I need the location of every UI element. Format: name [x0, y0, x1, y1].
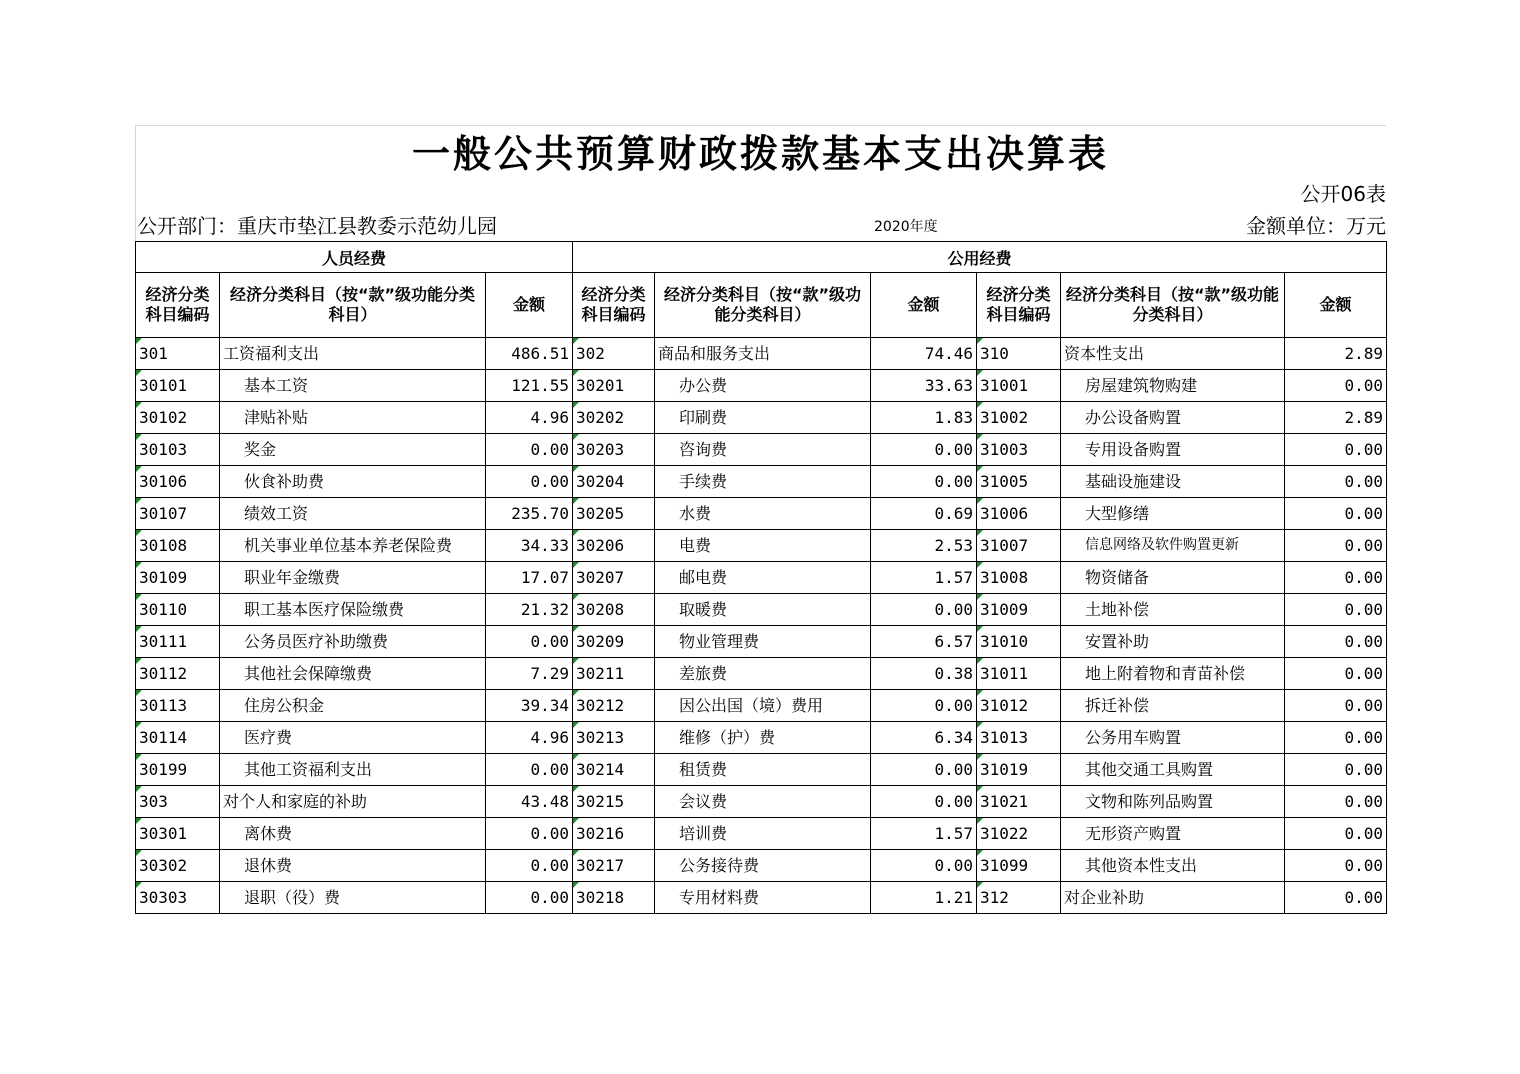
- name-cell: 基本工资: [220, 370, 486, 402]
- code-cell: 31013: [977, 722, 1061, 754]
- code-cell: 30112: [136, 658, 220, 690]
- code-cell: 312: [977, 882, 1061, 914]
- amount-cell: 43.48: [486, 786, 573, 818]
- amount-cell: 74.46: [871, 338, 977, 370]
- code-cell: 31022: [977, 818, 1061, 850]
- table-row: [136, 882, 1387, 914]
- name-cell: 奖金: [220, 434, 486, 466]
- code-cell: 303: [136, 786, 220, 818]
- amount-cell: 0.00: [871, 690, 977, 722]
- name-cell: 资本性支出: [1061, 338, 1285, 370]
- code-cell: 30113: [136, 690, 220, 722]
- code-cell: 31008: [977, 562, 1061, 594]
- header-amount: 金额: [486, 273, 573, 338]
- name-cell: 退职（役）费: [220, 882, 486, 914]
- code-cell: 302: [573, 338, 655, 370]
- code-cell: 30211: [573, 658, 655, 690]
- code-cell: 30109: [136, 562, 220, 594]
- report-title: 一般公共预算财政拨款基本支出决算表: [411, 132, 1109, 176]
- code-cell: 30208: [573, 594, 655, 626]
- name-cell: 其他工资福利支出: [220, 754, 486, 786]
- name-cell: 住房公积金: [220, 690, 486, 722]
- amount-cell: 2.53: [871, 530, 977, 562]
- name-cell: 医疗费: [220, 722, 486, 754]
- name-cell: 离休费: [220, 818, 486, 850]
- amount-cell: 0.00: [1285, 850, 1387, 882]
- name-cell: 物资储备: [1061, 562, 1285, 594]
- code-cell: 31099: [977, 850, 1061, 882]
- name-cell: 其他资本性支出: [1061, 850, 1285, 882]
- table-row: [136, 690, 1387, 722]
- name-cell: 维修（护）费: [655, 722, 871, 754]
- name-cell: 专用材料费: [655, 882, 871, 914]
- amount-cell: 0.00: [486, 882, 573, 914]
- code-cell: 30212: [573, 690, 655, 722]
- table-row: [136, 754, 1387, 786]
- name-cell: 伙食补助费: [220, 466, 486, 498]
- amount-cell: 39.34: [486, 690, 573, 722]
- name-cell: 无形资产购置: [1061, 818, 1285, 850]
- name-cell: 办公设备购置: [1061, 402, 1285, 434]
- amount-cell: 1.57: [871, 562, 977, 594]
- name-cell: 会议费: [655, 786, 871, 818]
- code-cell: 30207: [573, 562, 655, 594]
- amount-cell: 1.83: [871, 402, 977, 434]
- code-cell: 30205: [573, 498, 655, 530]
- table-row: [136, 562, 1387, 594]
- code-cell: 30111: [136, 626, 220, 658]
- code-cell: 30102: [136, 402, 220, 434]
- amount-cell: 0.00: [1285, 466, 1387, 498]
- amount-cell: 0.00: [1285, 370, 1387, 402]
- amount-cell: 0.00: [1285, 882, 1387, 914]
- code-cell: 31010: [977, 626, 1061, 658]
- code-cell: 31021: [977, 786, 1061, 818]
- amount-cell: 486.51: [486, 338, 573, 370]
- group-public: 公用经费: [573, 242, 1387, 273]
- amount-cell: 0.00: [1285, 722, 1387, 754]
- table-row: [136, 594, 1387, 626]
- amount-cell: 0.69: [871, 498, 977, 530]
- code-cell: 30203: [573, 434, 655, 466]
- header-code: 经济分类科目编码: [977, 273, 1061, 338]
- code-cell: 30218: [573, 882, 655, 914]
- table-row: [136, 338, 1387, 370]
- amount-cell: 4.96: [486, 402, 573, 434]
- name-cell: 租赁费: [655, 754, 871, 786]
- code-cell: 30103: [136, 434, 220, 466]
- name-cell: 工资福利支出: [220, 338, 486, 370]
- name-cell: 房屋建筑物购建: [1061, 370, 1285, 402]
- amount-cell: 1.57: [871, 818, 977, 850]
- name-cell: 对企业补助: [1061, 882, 1285, 914]
- code-cell: 30108: [136, 530, 220, 562]
- name-cell: 专用设备购置: [1061, 434, 1285, 466]
- code-cell: 31006: [977, 498, 1061, 530]
- table-row: [136, 530, 1387, 562]
- name-cell: 物业管理费: [655, 626, 871, 658]
- code-cell: 30213: [573, 722, 655, 754]
- code-cell: 30107: [136, 498, 220, 530]
- code-cell: 30214: [573, 754, 655, 786]
- code-cell: 31001: [977, 370, 1061, 402]
- amount-unit: 金额单位：万元: [1246, 214, 1386, 238]
- table-row: [136, 498, 1387, 530]
- amount-cell: 34.33: [486, 530, 573, 562]
- table-row: [136, 626, 1387, 658]
- code-cell: 30215: [573, 786, 655, 818]
- name-cell: 因公出国（境）费用: [655, 690, 871, 722]
- code-cell: 30206: [573, 530, 655, 562]
- name-cell: 印刷费: [655, 402, 871, 434]
- name-cell: 其他交通工具购置: [1061, 754, 1285, 786]
- table-row: [136, 850, 1387, 882]
- amount-cell: 0.00: [871, 466, 977, 498]
- code-cell: 31011: [977, 658, 1061, 690]
- name-cell: 电费: [655, 530, 871, 562]
- amount-cell: 235.70: [486, 498, 573, 530]
- amount-cell: 2.89: [1285, 338, 1387, 370]
- code-cell: 30202: [573, 402, 655, 434]
- amount-cell: 21.32: [486, 594, 573, 626]
- table-body: [136, 338, 1387, 914]
- name-cell: 公务接待费: [655, 850, 871, 882]
- amount-cell: 0.00: [871, 594, 977, 626]
- header-code: 经济分类科目编码: [573, 273, 655, 338]
- header-name: 经济分类科目（按“款”级功能分类科目）: [655, 273, 871, 338]
- code-cell: 30301: [136, 818, 220, 850]
- amount-cell: 0.00: [1285, 818, 1387, 850]
- name-cell: 邮电费: [655, 562, 871, 594]
- amount-cell: 1.21: [871, 882, 977, 914]
- table-row: [136, 786, 1387, 818]
- code-cell: 30201: [573, 370, 655, 402]
- group-header-row: [136, 242, 1387, 273]
- fiscal-year: 2020年度: [874, 219, 938, 235]
- code-cell: 30106: [136, 466, 220, 498]
- expenditure-table: [135, 241, 1387, 914]
- header-name: 经济分类科目（按“款”级功能分类科目）: [220, 273, 486, 338]
- amount-cell: 0.00: [871, 850, 977, 882]
- amount-cell: 0.00: [871, 754, 977, 786]
- table-row: [136, 658, 1387, 690]
- code-cell: 31012: [977, 690, 1061, 722]
- name-cell: 绩效工资: [220, 498, 486, 530]
- code-cell: 30302: [136, 850, 220, 882]
- name-cell: 培训费: [655, 818, 871, 850]
- code-cell: 31002: [977, 402, 1061, 434]
- code-cell: 30217: [573, 850, 655, 882]
- name-cell: 地上附着物和青苗补偿: [1061, 658, 1285, 690]
- table-row: [136, 434, 1387, 466]
- amount-cell: 2.89: [1285, 402, 1387, 434]
- form-number: 公开06表: [1300, 182, 1386, 206]
- column-header-row: [136, 273, 1387, 338]
- amount-cell: 6.34: [871, 722, 977, 754]
- table-row: [136, 370, 1387, 402]
- name-cell: 职工基本医疗保险缴费: [220, 594, 486, 626]
- name-cell: 大型修缮: [1061, 498, 1285, 530]
- amount-cell: 0.00: [1285, 498, 1387, 530]
- table-row: [136, 466, 1387, 498]
- amount-cell: 6.57: [871, 626, 977, 658]
- name-cell: 土地补偿: [1061, 594, 1285, 626]
- name-cell: 津贴补贴: [220, 402, 486, 434]
- name-cell: 差旅费: [655, 658, 871, 690]
- code-cell: 30199: [136, 754, 220, 786]
- code-cell: 30303: [136, 882, 220, 914]
- code-cell: 30114: [136, 722, 220, 754]
- name-cell: 商品和服务支出: [655, 338, 871, 370]
- amount-cell: 4.96: [486, 722, 573, 754]
- header-code: 经济分类科目编码: [136, 273, 220, 338]
- code-cell: 31007: [977, 530, 1061, 562]
- name-cell: 对个人和家庭的补助: [220, 786, 486, 818]
- amount-cell: 0.00: [486, 466, 573, 498]
- code-cell: 301: [136, 338, 220, 370]
- table-row: [136, 722, 1387, 754]
- table-row: [136, 818, 1387, 850]
- header-amount: 金额: [871, 273, 977, 338]
- code-cell: 31003: [977, 434, 1061, 466]
- name-cell: 退休费: [220, 850, 486, 882]
- group-personnel: 人员经费: [136, 242, 573, 273]
- name-cell: 办公费: [655, 370, 871, 402]
- code-cell: 310: [977, 338, 1061, 370]
- amount-cell: 0.00: [1285, 658, 1387, 690]
- name-cell: 基础设施建设: [1061, 466, 1285, 498]
- name-cell: 水费: [655, 498, 871, 530]
- name-cell: 职业年金缴费: [220, 562, 486, 594]
- code-cell: 31019: [977, 754, 1061, 786]
- name-cell: 机关事业单位基本养老保险费: [220, 530, 486, 562]
- sheet-top-border: [135, 125, 1386, 126]
- department-label: 公开部门：重庆市垫江县教委示范幼儿园: [137, 214, 497, 238]
- amount-cell: 0.38: [871, 658, 977, 690]
- amount-cell: 0.00: [1285, 626, 1387, 658]
- amount-cell: 33.63: [871, 370, 977, 402]
- code-cell: 30101: [136, 370, 220, 402]
- amount-cell: 0.00: [1285, 594, 1387, 626]
- name-cell: 公务员医疗补助缴费: [220, 626, 486, 658]
- amount-cell: 7.29: [486, 658, 573, 690]
- amount-cell: 0.00: [1285, 434, 1387, 466]
- amount-cell: 0.00: [1285, 754, 1387, 786]
- header-name: 经济分类科目（按“款”级功能分类科目）: [1061, 273, 1285, 338]
- code-cell: 30216: [573, 818, 655, 850]
- amount-cell: 0.00: [1285, 562, 1387, 594]
- amount-cell: 0.00: [486, 754, 573, 786]
- code-cell: 30204: [573, 466, 655, 498]
- table-row: [136, 402, 1387, 434]
- amount-cell: 0.00: [1285, 690, 1387, 722]
- name-cell: 取暖费: [655, 594, 871, 626]
- amount-cell: 0.00: [486, 626, 573, 658]
- code-cell: 30209: [573, 626, 655, 658]
- name-cell: 拆迁补偿: [1061, 690, 1285, 722]
- amount-cell: 0.00: [871, 786, 977, 818]
- header-amount: 金额: [1285, 273, 1387, 338]
- amount-cell: 0.00: [871, 434, 977, 466]
- name-cell: 公务用车购置: [1061, 722, 1285, 754]
- amount-cell: 17.07: [486, 562, 573, 594]
- amount-cell: 0.00: [1285, 786, 1387, 818]
- amount-cell: 0.00: [486, 434, 573, 466]
- amount-cell: 0.00: [1285, 530, 1387, 562]
- code-cell: 30110: [136, 594, 220, 626]
- code-cell: 31005: [977, 466, 1061, 498]
- name-cell: 手续费: [655, 466, 871, 498]
- name-cell: 咨询费: [655, 434, 871, 466]
- amount-cell: 0.00: [486, 818, 573, 850]
- name-cell: 信息网络及软件购置更新: [1061, 530, 1285, 562]
- code-cell: 31009: [977, 594, 1061, 626]
- name-cell: 其他社会保障缴费: [220, 658, 486, 690]
- name-cell: 安置补助: [1061, 626, 1285, 658]
- amount-cell: 121.55: [486, 370, 573, 402]
- amount-cell: 0.00: [486, 850, 573, 882]
- name-cell: 文物和陈列品购置: [1061, 786, 1285, 818]
